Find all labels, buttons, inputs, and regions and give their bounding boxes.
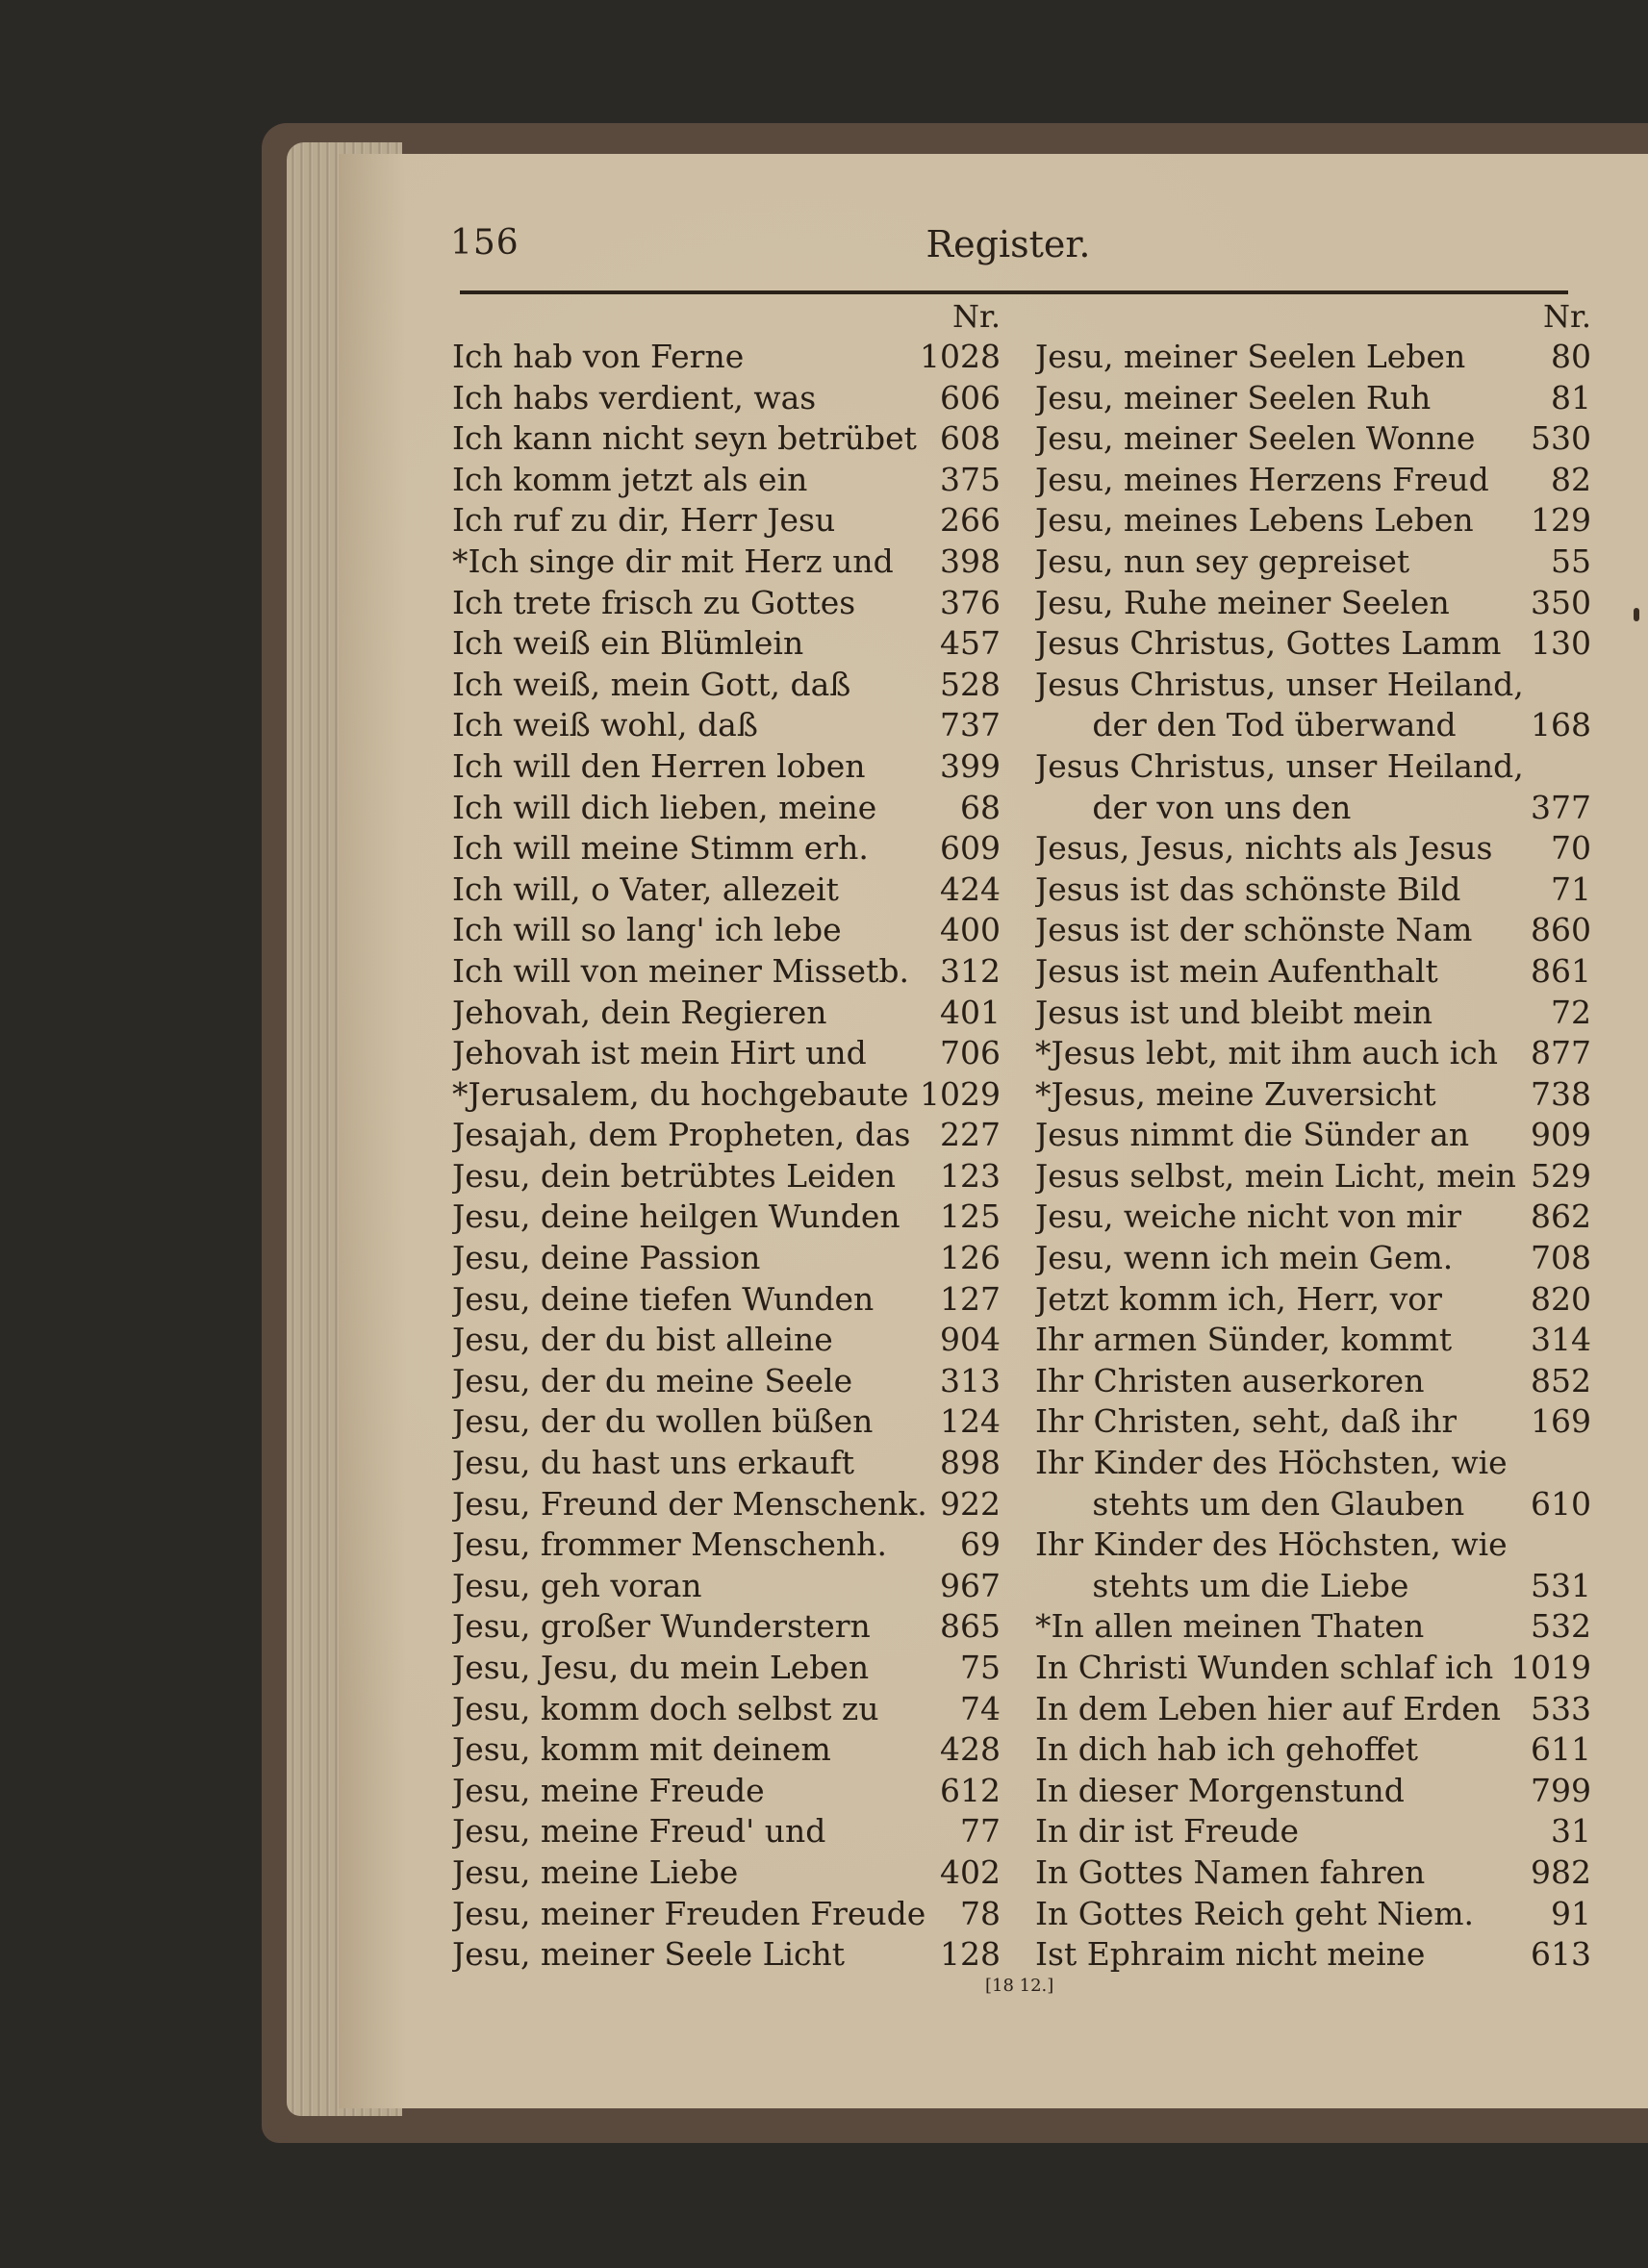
index-entry (1035, 869, 1591, 911)
hymn-number: 314 (1531, 1321, 1591, 1359)
hymn-number: 898 (940, 1444, 1001, 1482)
index-entry (1035, 1115, 1591, 1156)
entry-title: Jesu, komm doch selbst zu (452, 1689, 879, 1727)
index-entry (452, 910, 1001, 951)
hymn-number: 68 (960, 788, 1001, 826)
hymn-number: 877 (1531, 1034, 1591, 1072)
hymn-number: 737 (940, 706, 1001, 744)
hymn-number: 376 (940, 583, 1001, 621)
page-header (450, 223, 1566, 281)
entry-title: Jesus ist der schönste Nam (1035, 911, 1473, 949)
entry-title: Jesu, du hast uns erkauft (452, 1444, 855, 1482)
index-entry (1035, 418, 1591, 460)
hymn-number: 91 (1551, 1894, 1591, 1932)
entry-title: Jesu, meine Liebe (452, 1852, 739, 1891)
entry-title: Jesu, Freund der Menschenk. (452, 1484, 927, 1523)
index-entry (1035, 1606, 1591, 1648)
index-entry (452, 1279, 1001, 1321)
hymn-number: 1028 (920, 338, 1001, 375)
index-entry (452, 1074, 1001, 1116)
entry-title: Jesus ist und bleibt mein (1035, 993, 1432, 1031)
index-entry (452, 1115, 1001, 1156)
index-entry (452, 1033, 1001, 1074)
index-entry (1035, 1771, 1591, 1812)
index-entry (1035, 665, 1591, 706)
index-column-left (452, 296, 1001, 1976)
hymn-number: 706 (940, 1034, 1001, 1072)
index-entry (1035, 746, 1591, 788)
index-entry (1035, 1279, 1591, 1321)
entry-title: Ich will, o Vater, allezeit (452, 869, 839, 908)
index-entry (1035, 583, 1591, 624)
index-entry (452, 1771, 1001, 1812)
entry-title: Jesu, meiner Seele Licht (452, 1935, 846, 1974)
hymn-number: 313 (940, 1361, 1001, 1399)
index-entry (452, 1648, 1001, 1689)
signature-mark: [18 12.] (985, 1976, 1054, 1996)
index-entry (1035, 542, 1591, 583)
hymn-number: 904 (940, 1321, 1001, 1359)
running-title: Register. (925, 223, 1091, 265)
index-entry (1035, 1648, 1591, 1689)
hymn-number: 982 (1531, 1852, 1591, 1891)
index-entry (1035, 1197, 1591, 1238)
index-entry (452, 378, 1001, 419)
entry-title: Ihr armen Sünder, kommt (1035, 1321, 1453, 1359)
entry-title: stehts um den Glauben (1092, 1484, 1465, 1523)
hymn-number: 128 (940, 1935, 1001, 1974)
index-entry (452, 1484, 1001, 1525)
entry-title: *In allen meinen Thaten (1035, 1607, 1425, 1646)
index-entry (452, 1156, 1001, 1197)
hymn-number: 909 (1531, 1116, 1591, 1154)
index-entry (1035, 1361, 1591, 1402)
index-entry (1035, 1238, 1591, 1279)
index-entry (1035, 1934, 1591, 1976)
hymn-number: 613 (1531, 1935, 1591, 1974)
index-entry (452, 1197, 1001, 1238)
entry-title: Jesu, deine heilgen Wunden (452, 1197, 900, 1236)
index-entry (452, 788, 1001, 829)
index-entry (452, 460, 1001, 501)
page-number: 156 (450, 223, 520, 263)
entry-title: Jesu, meiner Freuden Freude (452, 1894, 926, 1932)
index-entry (452, 1320, 1001, 1361)
entry-title: Ich weiß, mein Gott, daß (452, 665, 851, 703)
entry-title: Jesu, meiner Seelen Wonne (1035, 419, 1476, 458)
index-entry (452, 1401, 1001, 1443)
hymn-number: 399 (940, 746, 1001, 785)
hymn-number: 72 (1551, 993, 1591, 1031)
index-entry (452, 583, 1001, 624)
hymn-number: 168 (1531, 706, 1591, 744)
hymn-number: 130 (1531, 624, 1591, 663)
index-entry (452, 1811, 1001, 1852)
entry-title: Ich will dich lieben, meine (452, 788, 877, 826)
hymn-number: 71 (1551, 869, 1591, 908)
entry-title: Jesajah, dem Propheten, das (452, 1116, 911, 1154)
hymn-number: 799 (1531, 1771, 1591, 1809)
index-entry (1035, 1443, 1591, 1484)
entry-title: Ihr Kinder des Höchsten, wie (1035, 1444, 1508, 1482)
index-column-right (1035, 296, 1591, 1976)
entry-title: In Gottes Reich geht Niem. (1035, 1894, 1475, 1932)
entry-title: In dem Leben hier auf Erden (1035, 1689, 1502, 1727)
hymn-number: 428 (940, 1730, 1001, 1769)
hymn-number: 125 (940, 1197, 1001, 1236)
index-entry (1035, 1033, 1591, 1074)
entry-title: Jesu, nun sey gepreiset (1035, 542, 1410, 580)
entry-title: Ich ruf zu dir, Herr Jesu (452, 501, 836, 540)
hymn-number: 266 (940, 501, 1001, 540)
hymn-number: 1029 (920, 1074, 1001, 1113)
index-entry (1035, 1156, 1591, 1197)
entry-title: In dich hab ich gehoffet (1035, 1730, 1419, 1769)
index-entry (452, 337, 1001, 378)
entry-title: Ich will so lang' ich lebe (452, 911, 842, 949)
hymn-number: 610 (1531, 1484, 1591, 1523)
entry-title: Jesus Christus, unser Heiland, (1035, 746, 1524, 785)
entry-title: *Jesus lebt, mit ihm auch ich (1035, 1034, 1498, 1072)
entry-title: Ihr Christen, seht, daß ihr (1035, 1402, 1458, 1441)
index-entry (452, 665, 1001, 706)
hymn-number: 609 (940, 829, 1001, 868)
hymn-number: 312 (940, 951, 1001, 990)
entry-title: *Ich singe dir mit Herz und (452, 542, 894, 580)
entry-title: Jesu, Jesu, du mein Leben (452, 1649, 870, 1686)
hymn-number: 74 (960, 1689, 1001, 1727)
entry-title: Ich will von meiner Missetb. (452, 951, 909, 990)
entry-title: Jesu, der du bist alleine (452, 1321, 833, 1359)
entry-title: Ich kann nicht seyn betrübet (452, 419, 917, 458)
hymn-number: 77 (960, 1812, 1001, 1851)
entry-title: Ihr Christen auserkoren (1035, 1361, 1425, 1399)
entry-title: Ich weiß wohl, daß (452, 706, 758, 744)
hymn-number: 738 (1531, 1074, 1591, 1113)
hymn-number: 127 (940, 1279, 1001, 1318)
hymn-number: 81 (1551, 378, 1591, 416)
entry-title: In Christi Wunden schlaf ich (1035, 1649, 1494, 1686)
entry-title: Jesus Christus, unser Heiland, (1035, 665, 1524, 703)
entry-title: Jesu, meiner Seelen Ruh (1035, 378, 1432, 416)
entry-title: Jesus selbst, mein Licht, mein (1035, 1156, 1516, 1195)
entry-title: Jesu, meines Lebens Leben (1035, 501, 1474, 540)
index-entry (1035, 1074, 1591, 1116)
hymn-number: 401 (940, 993, 1001, 1031)
entry-title: Jesus ist mein Aufenthalt (1035, 951, 1438, 990)
hymn-number: 708 (1531, 1239, 1591, 1277)
column-heading: Nr. (1543, 298, 1591, 335)
index-entry (1035, 910, 1591, 951)
hymn-number: 124 (940, 1402, 1001, 1441)
index-entry (452, 1894, 1001, 1935)
entry-title: der den Tod überwand (1092, 706, 1457, 744)
hymn-number: 169 (1531, 1402, 1591, 1441)
index-entry (452, 1566, 1001, 1607)
index-entry (452, 869, 1001, 911)
hymn-number: 862 (1531, 1197, 1591, 1236)
hymn-number: 860 (1531, 911, 1591, 949)
entry-title: In dir ist Freude (1035, 1812, 1300, 1851)
hymn-number: 129 (1531, 501, 1591, 540)
entry-title: Jetzt komm ich, Herr, vor (1035, 1279, 1442, 1318)
hymn-number: 532 (1531, 1607, 1591, 1646)
entry-title: Jesu, der du meine Seele (452, 1361, 853, 1399)
hymn-number: 227 (940, 1116, 1001, 1154)
entry-title: Ich habs verdient, was (452, 378, 817, 416)
entry-title: Ich hab von Ferne (452, 338, 745, 375)
entry-title: In Gottes Namen fahren (1035, 1852, 1426, 1891)
hymn-number: 398 (940, 542, 1001, 580)
hymn-number: 606 (940, 378, 1001, 416)
index-entry (452, 1689, 1001, 1730)
index-entry (1035, 378, 1591, 419)
entry-title: Jesu, deine Passion (452, 1239, 761, 1277)
entry-title: der von uns den (1092, 788, 1352, 826)
hymn-number: 375 (940, 460, 1001, 498)
hymn-number: 457 (940, 624, 1001, 663)
entry-title: Ich trete frisch zu Gottes (452, 583, 856, 621)
entry-title: Jesu, meines Herzens Freud (1035, 460, 1489, 498)
entry-title: Jesu, meiner Seelen Leben (1035, 338, 1466, 375)
index-entry (1035, 460, 1591, 501)
entry-title: Jesu, geh voran (452, 1566, 702, 1604)
hymn-number: 608 (940, 419, 1001, 458)
index-entry (1035, 1525, 1591, 1566)
entry-title: Jesus nimmt die Sünder an (1035, 1116, 1470, 1154)
index-entry (1035, 1894, 1591, 1935)
index-entry (452, 1729, 1001, 1771)
index-entry (452, 951, 1001, 993)
index-entry (1035, 705, 1591, 746)
entry-title: Jesu, großer Wunderstern (452, 1607, 871, 1646)
index-entry (452, 1238, 1001, 1279)
index-entry (452, 1934, 1001, 1976)
index-entry (452, 418, 1001, 460)
hymn-number: 400 (940, 911, 1001, 949)
entry-title: stehts um die Liebe (1092, 1566, 1409, 1604)
hymn-number: 82 (1551, 460, 1591, 498)
entry-title: Jesu, meine Freude (452, 1771, 765, 1809)
entry-title: Jesu, der du wollen büßen (452, 1402, 874, 1441)
hymn-number: 820 (1531, 1279, 1591, 1318)
hymn-number: 80 (1551, 338, 1591, 375)
index-entry (452, 1361, 1001, 1402)
index-entry (1035, 1566, 1591, 1607)
entry-title: Ich komm jetzt als ein (452, 460, 808, 498)
hymn-number: 529 (1531, 1156, 1591, 1195)
index-entry (1035, 1811, 1591, 1852)
entry-title: Jehovah, dein Regieren (452, 993, 827, 1031)
index-entry (1035, 828, 1591, 869)
entry-title: Jesus ist das schönste Bild (1035, 869, 1461, 908)
index-entry (452, 1606, 1001, 1648)
entry-title: Jesus, Jesus, nichts als Jesus (1035, 829, 1493, 868)
index-entry (452, 746, 1001, 788)
entry-title: Jesu, wenn ich mein Gem. (1035, 1239, 1454, 1277)
index-entry (452, 500, 1001, 542)
hymn-number: 402 (940, 1852, 1001, 1891)
entry-title: Jesu, frommer Menschenh. (452, 1525, 887, 1564)
index-entry (1035, 500, 1591, 542)
header-rule (460, 290, 1568, 294)
hymn-number: 530 (1531, 419, 1591, 458)
entry-title: Jesu, komm mit deinem (452, 1730, 831, 1769)
hymn-number: 126 (940, 1239, 1001, 1277)
column-heading: Nr. (952, 298, 1001, 335)
index-entry (1035, 788, 1591, 829)
index-entry (1035, 1484, 1591, 1525)
entry-title: *Jerusalem, du hochgebaute (452, 1074, 909, 1113)
index-entry (1035, 1729, 1591, 1771)
entry-title: Jesu, dein betrübtes Leiden (452, 1156, 897, 1195)
hymn-number: 967 (940, 1566, 1001, 1604)
entry-title: Jesu, meine Freud' und (452, 1812, 826, 1851)
hymn-number: 55 (1551, 542, 1591, 580)
entry-title: Ihr Kinder des Höchsten, wie (1035, 1525, 1508, 1564)
index-entry (452, 705, 1001, 746)
entry-title: Ist Ephraim nicht meine (1035, 1935, 1426, 1974)
entry-title: Jehovah ist mein Hirt und (452, 1034, 867, 1072)
hymn-number: 611 (1531, 1730, 1591, 1769)
hymn-number: 424 (940, 869, 1001, 908)
entry-title: Jesu, Ruhe meiner Seelen (1035, 583, 1450, 621)
hymn-number: 922 (940, 1484, 1001, 1523)
index-entry (452, 828, 1001, 869)
entry-title: Ich weiß ein Blümlein (452, 624, 804, 663)
index-entry (452, 1443, 1001, 1484)
hymn-number: 531 (1531, 1566, 1591, 1604)
index-entry (1035, 623, 1591, 665)
entry-title: Ich will den Herren loben (452, 746, 866, 785)
hymn-number: 1019 (1510, 1649, 1591, 1686)
entry-title: Jesu, deine tiefen Wunden (452, 1279, 875, 1318)
hymn-number: 528 (940, 665, 1001, 703)
hymn-number: 31 (1551, 1812, 1591, 1851)
index-entry (1035, 1320, 1591, 1361)
entry-title: Jesu, weiche nicht von mir (1035, 1197, 1462, 1236)
index-entry (1035, 951, 1591, 993)
index-entry (1035, 1689, 1591, 1730)
entry-title: In dieser Morgenstund (1035, 1771, 1405, 1809)
hymn-number: 70 (1551, 829, 1591, 868)
page-smudge (1634, 608, 1639, 621)
index-entry (1035, 1401, 1591, 1443)
entry-title: *Jesus, meine Zuversicht (1035, 1074, 1436, 1113)
hymn-number: 612 (940, 1771, 1001, 1809)
hymn-number: 123 (940, 1156, 1001, 1195)
hymn-number: 377 (1531, 788, 1591, 826)
index-entry (1035, 337, 1591, 378)
hymn-number: 861 (1531, 951, 1591, 990)
index-entry (452, 542, 1001, 583)
index-entry (452, 1852, 1001, 1894)
hymn-number: 865 (940, 1607, 1001, 1646)
hymn-number: 350 (1531, 583, 1591, 621)
entry-title: Jesus Christus, Gottes Lamm (1035, 624, 1502, 663)
hymn-number: 533 (1531, 1689, 1591, 1727)
entry-title: Ich will meine Stimm erh. (452, 829, 869, 868)
hymn-number: 75 (960, 1649, 1001, 1686)
hymn-number: 69 (960, 1525, 1001, 1564)
hymn-number: 78 (960, 1894, 1001, 1932)
index-entry (452, 623, 1001, 665)
hymn-number: 852 (1531, 1361, 1591, 1399)
index-entry (452, 1525, 1001, 1566)
index-entry (452, 993, 1001, 1034)
index-entry (1035, 993, 1591, 1034)
index-entry (1035, 1852, 1591, 1894)
